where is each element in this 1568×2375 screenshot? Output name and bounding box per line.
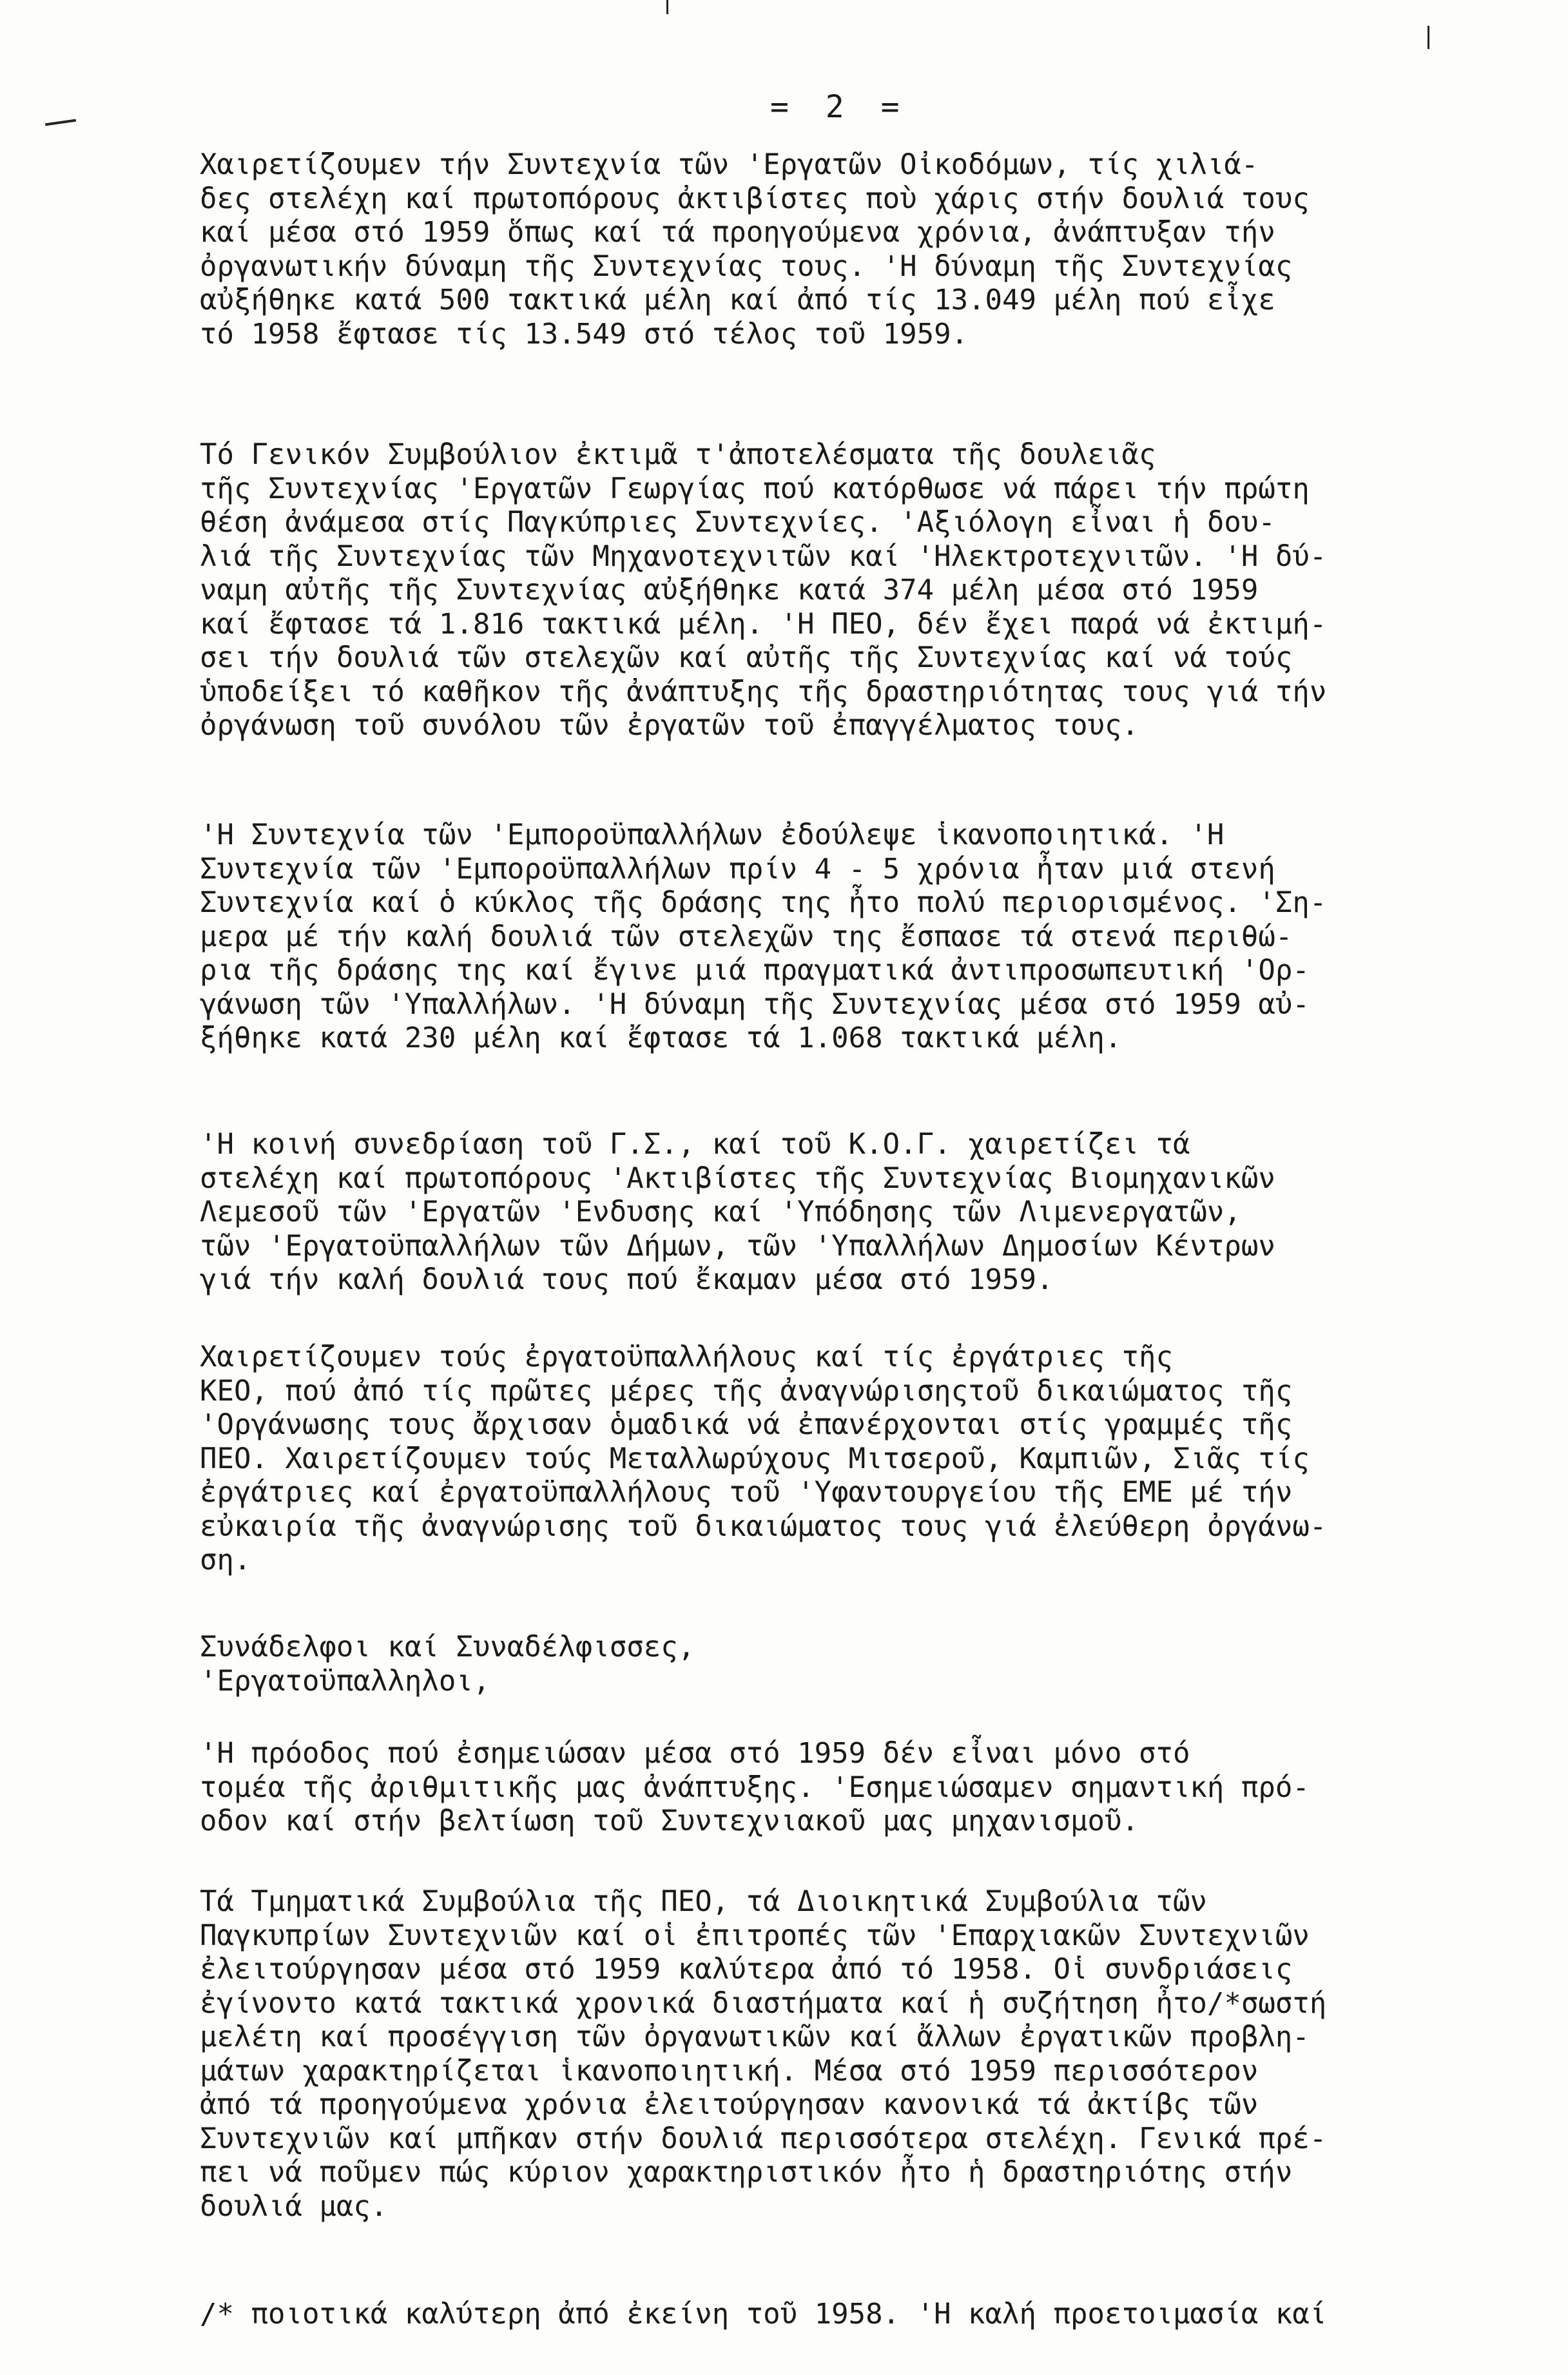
scan-mark-top-left bbox=[45, 119, 76, 126]
paragraph-councils bbox=[200, 1885, 1502, 2224]
text-line: ἀπό τά προηγούμενα χρόνια ἐλειτούργησαν κανονικά τά ἀκτίβς τῶν bbox=[200, 2088, 1259, 2121]
text-line: 'Εργατοϋπαλληλοι, bbox=[200, 1664, 490, 1698]
text-line: Συντεχνιῶν καί μπῆκαν στήν δουλιά περισσότερα στελέχη. Γενικά πρέ- bbox=[200, 2122, 1327, 2155]
text-line: στελέχη καί πρωτοπόρους 'Ακτιβίστες τῆς Συντεχνίας Βιομηχανικῶν bbox=[200, 1161, 1275, 1195]
paragraph-keo-workers bbox=[200, 1341, 1502, 1578]
text-line: ση. bbox=[200, 1544, 251, 1576]
paragraph-shop-employees bbox=[200, 819, 1502, 1056]
scan-mark-top-right bbox=[1428, 26, 1429, 49]
text-line: Παγκυπρίων Συντεχνιῶν καί οἱ ἐπιτροπές τῶν 'Επαρχιακῶν Συντεχνιῶν bbox=[200, 1919, 1310, 1952]
text-line: Τό Γενικόν Συμβούλιον ἐκτιμᾶ τ'ἀποτελέσματα τῆς δουλειᾶς bbox=[200, 438, 1156, 471]
text-line: ναμη αὐτῆς τῆς Συντεχνίας αὐξήθηκε κατά 374 μέλη μέσα στό 1959 bbox=[200, 574, 1259, 606]
paragraph-progress bbox=[200, 1737, 1502, 1839]
text-line: Χαιρετίζουμεν τούς ἐργατοϋπαλλήλους καί τίς ἐργάτριες τῆς bbox=[200, 1341, 1173, 1373]
text-line: Τά Τμηματικά Συμβούλια τῆς ΠΕΟ, τά Διοικητικά Συμβούλια τῶν bbox=[200, 1885, 1207, 1918]
text-line: ξήθηκε κατά 230 μέλη καί ἔφτασε τά 1.068 τακτικά μέλη. bbox=[200, 1022, 1122, 1054]
text-line: μερα μέ τήν καλή δουλιά τῶν στελεχῶν της ἔσπασε τά στενά περιθώ- bbox=[200, 920, 1293, 953]
text-line: τό 1958 ἔφτασε τίς 13.549 στό τέλος τοῦ 1959. bbox=[200, 317, 969, 351]
text-line: οδον καί στήν βελτίωση τοῦ Συντεχνιακοῦ μας μηχανισμοῦ. bbox=[200, 1805, 1139, 1837]
text-line: θέση ἀνάμεσα στίς Παγκύπριες Συντεχνίες. 'Αξιόλογη εἶναι ἡ δου- bbox=[200, 506, 1275, 539]
paragraph-general-council bbox=[200, 438, 1502, 743]
text-line: ἐλειτούργησαν μέσα στό 1959 καλύτερα ἀπό τό 1958. Οἱ συνδριάσεις bbox=[200, 1953, 1293, 1986]
text-line: δουλιά μας. bbox=[200, 2189, 388, 2223]
salutation bbox=[200, 1631, 1502, 1698]
text-line: πει νά ποῦμεν πώς κύριον χαρακτηριστικόν ἦτο ἡ δραστηριότης στήν bbox=[200, 2156, 1293, 2189]
text-line: σει τήν δουλιά τῶν στελεχῶν καί αὐτῆς τῆς Συντεχνίας καί νά τούς bbox=[200, 641, 1293, 674]
text-line: Συντεχνία τῶν 'Εμποροϋπαλλήλων πρίν 4 - 5 χρόνια ἦταν μιά στενή bbox=[200, 852, 1275, 886]
text-line: ὀργάνωση τοῦ συνόλου τῶν ἐργατῶν τοῦ ἐπαγγέλματος τους. bbox=[200, 709, 1139, 742]
text-line: ΠΕΟ. Χαιρετίζουμεν τούς Μεταλλωρύχους Μιτσεροῦ, Καμπιῶν, Σιᾶς τίς bbox=[200, 1442, 1310, 1475]
text-line: 'Οργάνωσης τους ἄρχισαν ὁμαδικά νά ἐπανέρχονται στίς γραμμές τῆς bbox=[200, 1408, 1293, 1441]
text-line: τῶν 'Εργατοϋπαλλήλων τῶν Δήμων, τῶν 'Υπαλλήλων Δημοσίων Κέντρων bbox=[200, 1229, 1275, 1263]
text-line: Χαιρετίζουμεν τήν Συντεχνία τῶν 'Εργατῶν Οἰκοδόμων, τίς χιλιά- bbox=[200, 148, 1259, 181]
text-line: λιά τῆς Συντεχνίας τῶν Μηχανοτεχνιτῶν καί 'Ηλεκτροτεχνιτῶν. 'Η δύ- bbox=[200, 539, 1327, 573]
text-line: τομέα τῆς ἀριθμιτικῆς μας ἀνάπτυξης. 'Εσημειώσαμεν σημαντική πρό- bbox=[200, 1770, 1310, 1804]
text-line: τῆς Συντεχνίας 'Εργατῶν Γεωργίας πού κατόρθωσε νά πάρει τήν πρώτη bbox=[200, 472, 1310, 505]
text-line: ὑποδείξει τό καθῆκον τῆς ἀνάπτυξης τῆς δραστηριότητας τους γιά τήν bbox=[200, 675, 1327, 708]
text-line: καί ἔφτασε τά 1.816 τακτικά μέλη. 'Η ΠΕΟ, δέν ἔχει παρά νά ἐκτιμή- bbox=[200, 607, 1327, 641]
text-line: Συντεχνία καί ὁ κύκλος τῆς δράσης της ἦτο πολύ περιορισμένος. 'Ση- bbox=[200, 886, 1327, 919]
text-line: ἐγίνοντο κατά τακτικά χρονικά διαστήματα καί ἡ συζήτηση ἦτο/*σωστή bbox=[200, 1986, 1327, 2020]
text-line: δες στελέχη καί πρωτοπόρους ἀκτιβίστες ποὺ χάρις στήν δουλιά τους bbox=[200, 182, 1310, 215]
text-line: γάνωση τῶν 'Υπαλλήλων. 'Η δύναμη τῆς Συντεχνίας μέσα στό 1959 αὐ- bbox=[200, 987, 1310, 1021]
text-line: γιά τήν καλή δουλιά τους πού ἔκαμαν μέσα στό 1959. bbox=[200, 1263, 1054, 1296]
text-line: Συνάδελφοι καί Συναδέλφισσες, bbox=[200, 1631, 695, 1663]
text-line: μελέτη καί προσέγγιση τῶν ὀργανωτικῶν καί ἄλλων ἐργατικῶν προβλη- bbox=[200, 2021, 1310, 2053]
text-line: Λεμεσοῦ τῶν 'Εργατῶν 'Ενδυσης καί 'Υπόδησης τῶν Λιμενεργατῶν, bbox=[200, 1196, 1241, 1228]
text-line: 'Η Συντεχνία τῶν 'Εμποροϋπαλλήλων ἐδούλεψε ἱκανοποιητικά. 'Η bbox=[200, 819, 1224, 851]
text-line: ἐργάτριες καί ἐργατοϋπαλλήλους τοῦ 'Υφαντουργείου τῆς ΕΜΕ μέ τήν bbox=[200, 1476, 1293, 1509]
text-line: καί μέσα στό 1959 ὅπως καί τά προηγούμενα χρόνια, ἀνάπτυξαν τήν bbox=[200, 216, 1275, 249]
text-line: ὀργανωτικήν δύναμη τῆς Συντεχνίας τους. 'Η δύναμη τῆς Συντεχνίας bbox=[200, 249, 1293, 283]
paragraph-joint-session bbox=[200, 1128, 1502, 1297]
text-line: 'Η κοινή συνεδρίαση τοῦ Γ.Σ., καί τοῦ Κ.Ο.Γ. χαιρετίζει τά bbox=[200, 1128, 1190, 1161]
footnote: /* ποιοτικά καλύτερη ἀπό ἐκείνη τοῦ 1958. 'Η καλή προετοιμασία καί bbox=[200, 2298, 1327, 2331]
text-line: 'Η πρόοδος πού ἐσημειώσαν μέσα στό 1959 δέν εἶναι μόνο στό bbox=[200, 1737, 1190, 1770]
text-line: ρια τῆς δράσης της καί ἔγινε μιά πραγματικά ἀντιπροσωπευτική 'Ορ- bbox=[200, 954, 1310, 987]
text-line: αὐξήθηκε κατά 500 τακτικά μέλη καί ἀπό τίς 13.049 μέλη πού εἶχε bbox=[200, 284, 1275, 316]
text-line: εὐκαιρία τῆς ἀναγνώρισης τοῦ δικαιώματος τους γιά ἐλεύθερη ὀργάνω- bbox=[200, 1509, 1327, 1543]
text-line: ΚΕΟ, πού ἀπό τίς πρῶτες μέρες τῆς ἀναγνώρισηςτοῦ δικαιώματος τῆς bbox=[200, 1374, 1293, 1408]
text-line: μάτων χαρακτηρίζεται ἱκανοποιητική. Μέσα στό 1959 περισσότερον bbox=[200, 2054, 1259, 2088]
scan-mark-top-center bbox=[666, 0, 668, 14]
page-number: = 2 = bbox=[770, 89, 909, 125]
paragraph-construction-workers bbox=[200, 148, 1502, 351]
